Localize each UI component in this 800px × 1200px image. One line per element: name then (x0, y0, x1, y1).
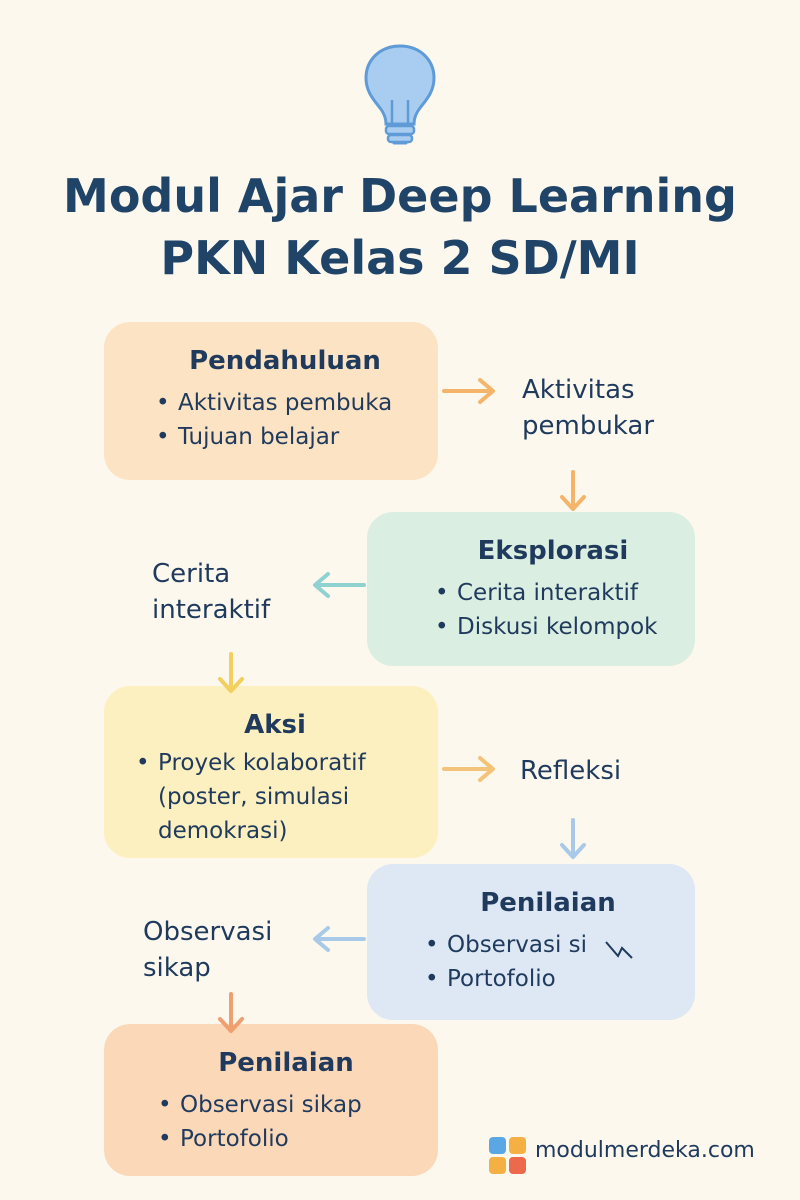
arrow-down-icon (558, 470, 588, 514)
four-squares-logo-icon (489, 1137, 527, 1175)
side-label-line: Observasi (143, 917, 273, 947)
step-heading: Penilaian (218, 1048, 354, 1078)
side-label-line: Refleksi (520, 756, 622, 786)
page-title (0, 165, 800, 289)
list-item: • Aktivitas pembuka (152, 386, 418, 420)
step-heading: Eksplorasi (477, 536, 629, 566)
step-aksi-box (104, 686, 438, 858)
side-label-line: sikap (143, 953, 211, 983)
lightbulb-icon (360, 40, 440, 150)
side-label-line: pembukar (522, 411, 655, 441)
step-penilaian-box-blue (367, 864, 695, 1020)
list-item: • Observasi si (421, 928, 675, 962)
list-item: • Diskusi kelompok (431, 610, 675, 644)
step-pendahuluan-box (104, 322, 438, 480)
arrow-right-icon (440, 376, 500, 406)
arrow-left-icon (308, 570, 368, 600)
arrow-left-icon (308, 924, 368, 954)
list-item: • Tujuan belajar (152, 420, 418, 454)
title-line-1: Modul Ajar Deep Learning (63, 169, 737, 223)
list-item: • Portofolio (421, 962, 675, 996)
step-heading: Aksi (244, 710, 306, 740)
side-label-cerita (152, 556, 270, 628)
side-label-line: Aktivitas (522, 375, 635, 405)
side-label-aktivitas (522, 372, 654, 444)
side-label-line: interaktif (152, 595, 271, 625)
list-item: • Proyek kolaboratif (poster, simulasi demokrasi) (132, 746, 418, 848)
arrow-down-icon (558, 818, 588, 862)
cursor-icon (604, 938, 638, 964)
step-heading: Penilaian (480, 888, 616, 918)
step-eksplorasi-box (367, 512, 695, 666)
side-label-observasi (143, 914, 272, 986)
list-item: • Cerita interaktif (431, 576, 675, 610)
site-url: modulmerdeka.com (535, 1138, 755, 1163)
side-label-line: Cerita (152, 559, 231, 589)
list-item: • Observasi sikap (154, 1088, 418, 1122)
side-label-refleksi (520, 753, 621, 789)
step-heading: Pendahuluan (189, 346, 381, 376)
arrow-down-icon (216, 652, 246, 696)
step-penilaian-box-orange (104, 1024, 438, 1176)
arrow-down-icon (216, 992, 246, 1036)
title-line-2: PKN Kelas 2 SD/MI (160, 231, 640, 285)
list-item: • Portofolio (154, 1122, 418, 1156)
arrow-right-icon (440, 754, 500, 784)
